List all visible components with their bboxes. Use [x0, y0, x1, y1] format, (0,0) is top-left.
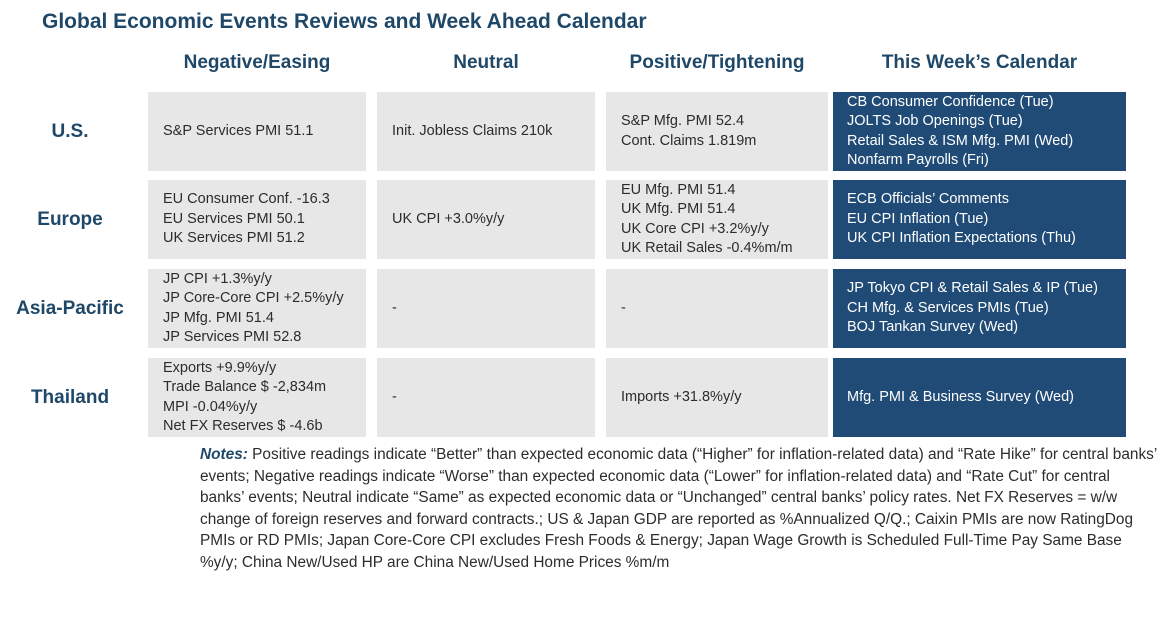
row-header: Thailand: [30, 386, 110, 408]
cell-negative: [148, 92, 366, 171]
cell-line: UK CPI +3.0%y/y: [392, 210, 505, 227]
notes: [200, 444, 1158, 574]
cell-line: JP Core-Core CPI +2.5%y/y: [163, 290, 344, 306]
cell-line: UK CPI Inflation Expectations (Thu): [847, 230, 1076, 247]
cell-line: -: [621, 299, 626, 316]
cell-negative: [148, 269, 366, 348]
cell-line: JP Mfg. PMI 51.4: [163, 309, 274, 326]
cell-line: Net FX Reserves $ -4.6b: [163, 418, 323, 434]
cell-neutral: [377, 269, 595, 348]
cell-line: S&P Services PMI 51.1: [163, 122, 314, 139]
notes-text: Positive readings indicate “Better” than expected economic data (“Higher” for inflation-related data) and “Rate Hike” for central banks’ events; Negative readings indicate “Worse” than expected economic data (“Lower” for inflation-related data) and “Rate Cut” for central banks’ events; Neutral indicate “Same” as expected economic data or “Unchanged” central banks’ policy rates. Net FX Reserves = w/w change of foreign reserves and forward contracts.; US & Japan GDP are reported as %Annualized Q/Q.; Caixin PMIs are now RatingDog PMIs or RD PMIs; Japan Core-Core CPI excludes Fresh Foods & Energy; Japan Wage Growth is Scheduled Full-Time Pay Same Base %y/y; China New/Used HP are China New/Used Home Prices %m/m: [200, 446, 1157, 571]
cell-neutral: [377, 358, 595, 437]
cell-line: Exports +9.9%y/y: [163, 359, 277, 376]
cell-line: UK Services PMI 51.2: [163, 230, 305, 247]
cell-calendar: [833, 180, 1126, 259]
notes-label: Notes:: [200, 446, 248, 463]
column-header-positive: Positive/Tightening: [629, 52, 805, 73]
page-title: Global Economic Events Reviews and Week Ahead Calendar: [42, 10, 647, 33]
cell-line: EU Consumer Conf. -16.3: [163, 191, 330, 208]
cell-line: EU Mfg. PMI 51.4: [621, 181, 736, 198]
cell-calendar: [833, 92, 1126, 171]
cell-neutral: [377, 92, 595, 171]
column-header-neutral: Neutral: [453, 52, 519, 73]
cell-line: ECB Officials’ Comments: [847, 191, 1009, 208]
cell-line: CB Consumer Confidence (Tue): [847, 93, 1054, 110]
cell-line: Trade Balance $ -2,834m: [163, 379, 327, 395]
cell-line: BOJ Tankan Survey (Wed): [847, 319, 1019, 336]
column-header-calendar: This Week’s Calendar: [881, 52, 1078, 73]
cell-line: UK Retail Sales -0.4%m/m: [621, 240, 793, 256]
cell-line: EU CPI Inflation (Tue): [847, 210, 989, 227]
row-header: U.S.: [51, 120, 89, 142]
cell-calendar: [833, 358, 1126, 437]
cell-line: Mfg. PMI & Business Survey (Wed): [847, 388, 1074, 405]
cell-line: JP CPI +1.3%y/y: [163, 270, 272, 287]
cell-line: Cont. Claims 1.819m: [621, 132, 757, 149]
cell-negative: [148, 358, 366, 437]
cell-line: JOLTS Job Openings (Tue): [847, 113, 1023, 129]
cell-line: MPI -0.04%y/y: [163, 398, 258, 415]
cell-line: -: [392, 388, 397, 405]
cell-line: CH Mfg. & Services PMIs (Tue): [847, 299, 1049, 316]
cell-positive: [606, 180, 828, 259]
cell-positive: [606, 269, 828, 348]
cell-line: JP Services PMI 52.8: [163, 329, 302, 345]
cell-line: UK Core CPI +3.2%y/y: [621, 220, 769, 237]
cell-positive: [606, 92, 828, 171]
cell-line: Imports +31.8%y/y: [621, 388, 742, 405]
cell-calendar: [833, 269, 1126, 348]
row-header: Asia-Pacific: [16, 297, 124, 319]
cell-line: UK Mfg. PMI 51.4: [621, 201, 736, 217]
cell-negative: [148, 180, 366, 259]
cell-line: -: [392, 299, 397, 316]
cell-line: S&P Mfg. PMI 52.4: [621, 113, 745, 129]
cell-positive: [606, 358, 828, 437]
cell-line: Init. Jobless Claims 210k: [392, 122, 553, 139]
row-header: Europe: [37, 208, 103, 230]
cell-neutral: [377, 180, 595, 259]
cell-line: EU Services PMI 50.1: [163, 210, 305, 227]
cell-line: JP Tokyo CPI & Retail Sales & IP (Tue): [847, 280, 1098, 297]
column-header-negative: Negative/Easing: [183, 52, 331, 73]
cell-line: Nonfarm Payrolls (Fri): [847, 152, 989, 168]
cell-line: Retail Sales & ISM Mfg. PMI (Wed): [847, 132, 1074, 149]
